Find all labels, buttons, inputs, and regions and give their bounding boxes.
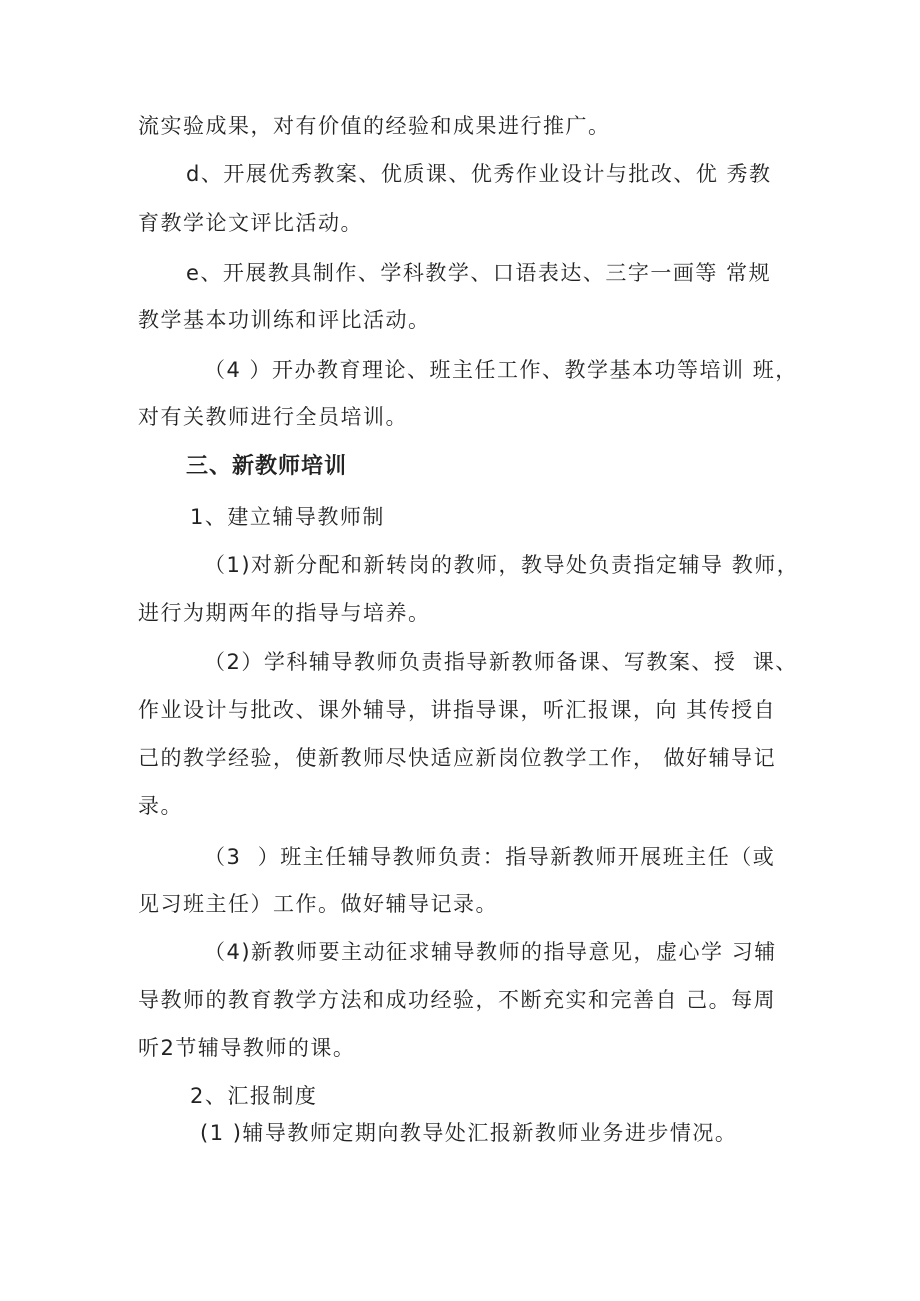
text-line: 导教师的教育教学方法和成功经验，不断充实和完善自 己。每周 <box>138 988 777 1012</box>
text-line: （3 ）班主任辅导教师负责：指导新教师开展班主任（或 <box>204 845 776 869</box>
subsection-heading: 1、建立辅导教师制 <box>190 505 385 529</box>
text-line: 听2节辅导教师的课。 <box>138 1036 356 1060</box>
text-line: （2）学科辅导教师负责指导新教师备课、写教案、授 课、 <box>204 650 798 674</box>
text-line: (1 )辅导教师定期向教导处汇报新教师业务进步情况。 <box>200 1121 738 1145</box>
text-line: 录。 <box>138 794 183 818</box>
text-line: e、开展教具制作、学科教学、口语表达、三字一画等 常规 <box>186 261 772 285</box>
text-line: 见习班主任）工作。做好辅导记录。 <box>138 892 498 916</box>
text-line: （4)新教师要主动征求辅导教师的指导意见，虚心学 习辅 <box>204 940 777 964</box>
text-line: 对有关教师进行全员培训。 <box>138 405 408 429</box>
text-line: 教学基本功训练和评比活动。 <box>138 308 431 332</box>
text-line: （4 ）开办教育理论、班主任工作、教学基本功等培训 班， <box>204 358 798 382</box>
section-heading: 三、新教师培训 <box>186 454 348 479</box>
text-line: 育教学论文评比活动。 <box>138 211 363 235</box>
text-line: d、开展优秀教案、优质课、优秀作业设计与批改、优 秀教 <box>186 162 772 186</box>
text-line: 进行为期两年的指导与培养。 <box>138 601 431 625</box>
text-line: 己的教学经验，使新教师尽快适应新岗位教学工作， 做好辅导记 <box>138 746 777 770</box>
text-line: 作业设计与批改、课外辅导，讲指导课，听汇报课，向 其传授自 <box>138 698 777 722</box>
subsection-heading: 2、汇报制度 <box>190 1084 318 1108</box>
text-line: 流实验成果，对有价值的经验和成果进行推广。 <box>138 114 611 138</box>
text-line: （1)对新分配和新转岗的教师，教导处负责指定辅导 教师， <box>204 553 800 577</box>
